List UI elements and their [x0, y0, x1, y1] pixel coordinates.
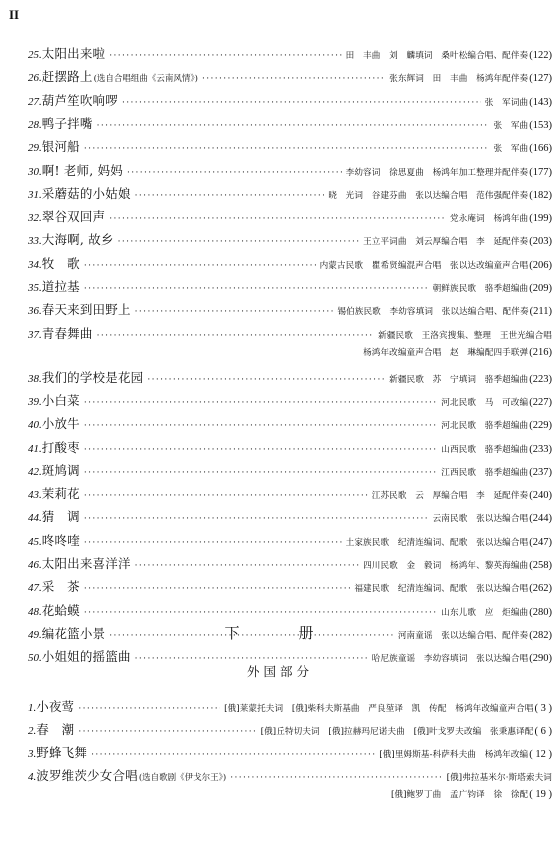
entry-title: 打酸枣 [41, 439, 80, 455]
toc-entry [28, 554, 552, 574]
entry-credits: [俄]莱蒙托夫词 [俄]柴科夫斯基曲 严良堃译 凯 传配 杨鸿年改编童声合唱 [224, 704, 534, 714]
dot-leader [84, 491, 368, 501]
entry-credits-continued: 杨鸿年改编童声合唱 赵 琳编配四手联弹 [363, 347, 529, 358]
toc-row [28, 300, 552, 318]
toc-entry [28, 531, 552, 551]
entry-credits: 张 军词曲 [484, 97, 529, 108]
toc-entry [28, 601, 552, 621]
entry-page: (122) [529, 50, 552, 61]
entry-title: 啊! 老师, 妈妈 [41, 162, 123, 178]
toc-row [28, 91, 552, 109]
toc-entry [28, 44, 552, 64]
entry-continuation [363, 346, 552, 358]
entry-number: 41. [28, 442, 42, 455]
entry-title: 鸭子拌嘴 [41, 115, 93, 131]
entry-number: 38. [28, 372, 42, 385]
entry-number: 32. [28, 212, 42, 225]
dot-leader [135, 561, 359, 571]
entry-number: 28. [28, 118, 42, 131]
toc-entry [28, 766, 552, 800]
toc-row [28, 766, 552, 784]
entry-title: 太阳出来啦 [41, 46, 106, 61]
page-number: II [9, 7, 20, 22]
toc-row [28, 484, 552, 502]
entry-number: 47. [28, 582, 42, 595]
dot-leader [109, 214, 446, 224]
volume-heading: 下 册 [224, 624, 336, 642]
toc-entry [28, 697, 552, 717]
dot-leader [84, 445, 437, 455]
toc-entry [28, 184, 552, 204]
entry-page: (240) [529, 490, 552, 502]
entry-page: (143) [529, 96, 552, 108]
toc-row [28, 414, 552, 432]
toc-row [28, 743, 552, 761]
entry-title: 葫芦笙吹响啰 [41, 92, 118, 108]
dot-leader [84, 261, 316, 271]
entry-page: (216) [529, 346, 552, 358]
entry-credits: 李幼容词 徐思夏曲 杨鸿年加工整理并配伴奏 [345, 167, 529, 178]
entry-title: 太阳出来喜洋洋 [41, 556, 131, 571]
entry-page: (223) [529, 373, 552, 385]
dot-leader [84, 608, 437, 618]
entry-title: 小白菜 [41, 392, 80, 408]
entry-credits: 河北民歌 马 可改编 [441, 397, 529, 408]
dot-leader [135, 191, 325, 201]
toc-entry [28, 414, 552, 434]
entry-page: ( 12 ) [529, 749, 552, 760]
entry-number: 26. [28, 72, 42, 85]
entry-credits: 江苏民歌 云 厚编合唱 李 延配伴奏 [371, 491, 529, 502]
toc-row [28, 207, 552, 225]
entry-credits: 党永庵词 杨鸿年曲 [450, 214, 529, 225]
entry-number: 25. [28, 49, 42, 61]
toc-entry [28, 91, 552, 111]
entry-page: ( 19 ) [529, 789, 552, 800]
entry-credits: [俄]丘特切夫词 [俄]拉赫玛尼诺夫曲 [俄]叶戈罗夫改编 张秉惠译配 [260, 727, 534, 737]
entry-title: 斑鸠调 [41, 462, 80, 478]
entry-title: 咚咚喹 [41, 532, 80, 548]
entry-title: 小放牛 [41, 416, 80, 432]
entry-credits: 河北民歌 骆季超编曲 [441, 421, 529, 432]
dot-leader [135, 307, 334, 317]
entry-credits: 四川民歌 金 毅词 杨鸿年、黎英海编曲 [363, 561, 529, 571]
entry-number: 27. [28, 95, 42, 108]
entry-title: 花蛤蟆 [41, 602, 80, 618]
entry-credits: 内蒙古民歌 瞿希贤编混声合唱 张以达改编童声合唱 [319, 260, 529, 271]
entry-page: (203) [529, 236, 552, 248]
toc-row [28, 438, 552, 456]
entry-number: 1. [28, 702, 37, 714]
entry-title: 道拉基 [41, 279, 80, 294]
toc-row [28, 137, 552, 155]
entry-credits: 锡伯族民歌 李幼容填词 张以达编合唱、配伴奏 [337, 307, 529, 318]
entry-page: (127) [529, 73, 552, 85]
toc-row [28, 720, 552, 738]
entry-title: 春天来到田野上 [41, 302, 131, 318]
dot-leader [97, 121, 490, 131]
toc-entry [28, 368, 552, 388]
entry-page: (209) [529, 283, 552, 294]
entry-number: 30. [28, 165, 42, 178]
entry-credits: 王立平词曲 刘云厚编合唱 李 延配伴奏 [363, 237, 529, 248]
toc-row [28, 114, 552, 132]
entry-number: 31. [28, 188, 42, 201]
entry-page: (280) [529, 606, 552, 618]
entry-title: 小夜莺 [36, 699, 75, 714]
entry-credits: 江西民歌 骆季超编曲 [441, 467, 529, 478]
toc-row [28, 577, 552, 595]
entry-title: 青春舞曲 [41, 325, 93, 341]
toc-row [28, 531, 552, 549]
entry-number: 2. [28, 725, 37, 737]
entry-title: 翠谷双回声 [41, 209, 106, 225]
dot-leader [84, 398, 437, 408]
toc-entry [28, 137, 552, 157]
entry-credits: 新疆民歌 王洛宾搜集、整理 王世光编合唱 [378, 330, 552, 341]
dot-leader [78, 704, 220, 714]
toc-row [28, 44, 552, 62]
entry-number: 50. [28, 652, 42, 665]
toc-entry [28, 230, 552, 250]
entry-number: 49. [28, 628, 42, 641]
toc-entry [28, 484, 552, 504]
toc-entry [28, 507, 552, 527]
toc-entry [28, 438, 552, 458]
entry-number: 48. [28, 605, 42, 618]
entry-title: 大海啊, 故乡 [41, 232, 114, 248]
dot-leader [230, 773, 442, 783]
entry-page: (290) [529, 653, 552, 665]
toc-entry [28, 720, 552, 740]
entry-credits: [俄]弗拉基米尔·斯塔索夫词 [446, 773, 552, 783]
toc-entry [28, 207, 552, 227]
toc-row [28, 697, 552, 715]
toc-row [28, 554, 552, 572]
dot-leader [118, 237, 359, 247]
dot-leader [84, 514, 429, 524]
entry-title: 采蘑菇的小姑娘 [41, 185, 131, 201]
entry-number: 4. [28, 771, 37, 783]
entry-credits: 山西民歌 骆季超编曲 [441, 444, 529, 455]
entry-page: (247) [529, 536, 552, 548]
toc-row [28, 391, 552, 409]
dot-leader [84, 421, 437, 431]
entry-credits: 张东辉词 田 丰曲 杨鸿年配伴奏 [389, 74, 529, 85]
toc-entry [28, 277, 552, 297]
toc-entry [28, 461, 552, 481]
entry-number: 3. [28, 748, 37, 760]
dot-leader [84, 284, 429, 294]
entry-page: (229) [529, 420, 552, 432]
entry-page: (233) [529, 443, 552, 455]
toc-row [28, 184, 552, 202]
entry-subtitle: (选自歌剧《伊戈尔王》) [138, 773, 227, 783]
entry-credits: 张 军曲 [493, 120, 529, 131]
entry-number: 33. [28, 235, 42, 248]
entry-title: 茉莉花 [41, 486, 80, 502]
entry-credits-continued: [俄]鲍罗丁曲 孟广钧译 徐 徐配 [390, 790, 529, 800]
toc-entry [28, 67, 552, 87]
dot-leader [127, 168, 342, 178]
entry-continuation [391, 788, 552, 800]
entry-title: 牧 歌 [41, 255, 80, 271]
entry-title: 春 潮 [36, 722, 75, 737]
entry-page: (282) [529, 629, 552, 641]
entry-title: 猜 调 [41, 509, 80, 525]
entry-credits: [俄]里姆斯基-科萨科夫曲 杨鸿年改编 [379, 750, 529, 760]
toc-entry [28, 577, 552, 597]
entry-number: 34. [28, 258, 42, 271]
entry-page: (166) [529, 143, 552, 155]
toc-row [28, 277, 552, 295]
entry-page: (199) [529, 213, 552, 225]
toc-entry [28, 743, 552, 763]
entry-credits: 土家族民歌 纪清连编词、配歌 张以达编合唱 [345, 537, 529, 548]
entry-title: 波罗维茨少女合唱 [36, 768, 138, 783]
entry-credits: 新疆民歌 苏 宁填词 骆季超编曲 [389, 374, 529, 385]
entry-title: 野蜂飞舞 [36, 745, 88, 760]
entry-credits: 哈尼族童谣 李幼容填词 张以达编合唱 [371, 654, 529, 665]
dot-leader [97, 331, 375, 341]
entry-credits: 田 丰曲 刘 麟填词 桑叶松编合唱、配伴奏 [345, 51, 529, 61]
dot-leader [84, 584, 351, 594]
dot-leader [84, 538, 342, 548]
toc-entry [28, 324, 552, 358]
entry-page: ( 6 ) [534, 726, 552, 737]
dot-leader [84, 144, 490, 154]
dot-leader [109, 51, 341, 61]
entry-page: (211) [529, 306, 552, 318]
entry-number: 45. [28, 535, 42, 548]
dot-leader [147, 375, 385, 385]
toc-entry [28, 391, 552, 411]
toc-entry [28, 161, 552, 181]
entry-page: (206) [529, 259, 552, 271]
entry-credits: 山东儿歌 应 炬编曲 [441, 607, 529, 618]
entry-number: 37. [28, 328, 42, 341]
toc-entry [28, 114, 552, 134]
entry-page: ( 3 ) [534, 703, 552, 714]
dot-leader [84, 468, 437, 478]
entry-page: (182) [529, 189, 552, 201]
entry-page: (258) [529, 560, 552, 571]
entry-page: (244) [529, 513, 552, 525]
entry-credits: 云南民歌 张以达编合唱 [432, 514, 529, 525]
entry-credits: 晓 光词 谷建芬曲 张以达编合唱 范伟强配伴奏 [328, 190, 529, 201]
toc-row [28, 67, 552, 85]
entry-credits: 张 军曲 [493, 144, 529, 155]
section-heading: 外国部分 [246, 664, 313, 679]
dot-leader [122, 98, 481, 108]
toc-row [28, 368, 552, 386]
dot-leader [202, 74, 385, 84]
toc-row [28, 254, 552, 272]
entry-number: 46. [28, 559, 42, 571]
entry-title: 采 茶 [41, 579, 80, 595]
entry-credits: 朝鲜族民歌 骆季超编曲 [432, 284, 529, 294]
entry-page: (237) [529, 466, 552, 478]
entry-number: 42. [28, 465, 42, 478]
entry-number: 40. [28, 419, 42, 432]
entry-number: 36. [28, 305, 42, 318]
entry-title: 我们的学校是花园 [41, 369, 144, 385]
entry-number: 44. [28, 512, 42, 525]
entry-credits: 福建民歌 纪清连编词、配歌 张以达编合唱 [354, 584, 529, 595]
entry-credits: 河南童谣 张以达编合唱、配伴奏 [397, 630, 529, 641]
dot-leader [78, 727, 256, 737]
toc-row [28, 324, 552, 342]
entry-number: 29. [28, 142, 42, 155]
entry-title: 银河船 [41, 139, 80, 155]
toc-row [28, 601, 552, 619]
entry-number: 35. [28, 282, 42, 294]
entry-page: (177) [529, 166, 552, 178]
dot-leader [91, 750, 375, 760]
toc-row [28, 161, 552, 179]
entry-page: (153) [529, 119, 552, 131]
toc-row [28, 507, 552, 525]
entry-page: (227) [529, 396, 552, 408]
entry-number: 39. [28, 395, 42, 408]
entry-subtitle: (选自合唱组曲《云南风情》) [93, 74, 198, 85]
toc-entry [28, 254, 552, 274]
entry-title: 编花篮小景 [41, 625, 106, 641]
entry-title: 赶摆路上 [41, 69, 93, 85]
entry-page: (262) [529, 583, 552, 595]
toc-row [28, 230, 552, 248]
toc-row [28, 461, 552, 479]
toc-entry [28, 300, 552, 320]
entry-title: 小姐姐的摇篮曲 [41, 649, 131, 665]
entry-number: 43. [28, 489, 42, 502]
